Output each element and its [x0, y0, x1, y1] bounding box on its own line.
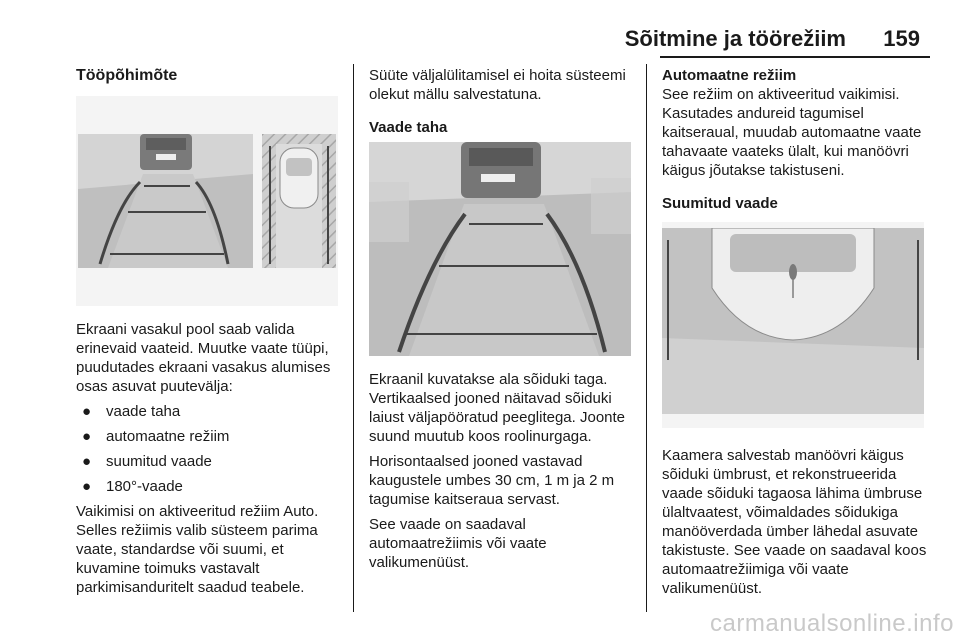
- page-header: [624, 22, 930, 58]
- rear-camera-image: [369, 142, 631, 356]
- bullet-dot-icon: ●: [82, 453, 92, 470]
- column-1-text: [76, 320, 346, 603]
- section-heading: Suumitud vaade: [662, 195, 778, 212]
- paragraph: Süüte väljalülitamisel ei hoita süsteemi olekut mällu salvestatuna.: [369, 67, 626, 103]
- header-rule: [660, 56, 930, 58]
- column-divider: [353, 64, 354, 612]
- header-title: Sõitmine ja töörežiim: [624, 26, 846, 51]
- bullet-dot-icon: ●: [82, 428, 92, 445]
- paragraph: See vaade on saadaval automaatrežiimis või vaate valikumenüüst.: [369, 516, 547, 571]
- bullet-dot-icon: ●: [82, 478, 92, 495]
- figure-rear-view: [369, 142, 631, 356]
- paragraph: Kaamera salvestab manöövri käigus sõiduki ümbrust, et rekonstrueerida vaade sõiduki tagaosa lähima ümbruse ülaltvaatest, võimaldades sõidukiga manööverdada ümber lähedal asuvate takistuste. See vaade on saadaval koos automaatrežiimiga või vaate valikumenüüst.: [662, 447, 927, 597]
- column-3-top: [662, 66, 932, 213]
- list-item: ● suumitud vaade: [82, 453, 212, 470]
- list-item: ● automaatne režiim: [82, 428, 230, 445]
- figure-zoomed-view: [662, 222, 924, 428]
- section-heading: Automaatne režiim: [662, 67, 797, 84]
- page-number: 159: [883, 26, 920, 51]
- rear-camera-image: [78, 134, 253, 268]
- section-heading: Tööpõhimõte: [76, 67, 178, 84]
- column-2-text: [369, 370, 639, 578]
- figure-rear-and-top-view: [76, 96, 338, 306]
- paragraph: See režiim on aktiveeritud vaikimisi. Kasutades andureid tagumisel kaitseraual, muudab automaatne vaate tahavaate vaateks ülalt, kui manöövri käigus jõutakse takistuseni.: [662, 86, 922, 179]
- column-1: [76, 66, 341, 85]
- section-heading: Vaade taha: [369, 119, 448, 136]
- bullet-dot-icon: ●: [82, 403, 92, 420]
- paragraph: Ekraani vasakul pool saab valida erinevaid vaateid. Muutke vaate tüüpi, puudutades ekraani vasakus alumises osas asuvat puutevälja:: [76, 321, 331, 395]
- column-2-top: [369, 66, 634, 137]
- paragraph: Horisontaalsed jooned vastavad kaugustele umbes 30 cm, 1 m ja 2 m tagumise kaitseraua servast.: [369, 453, 615, 508]
- column-3-text: [662, 446, 932, 604]
- list-item: ● vaade taha: [82, 403, 181, 420]
- top-view-image: [262, 134, 336, 268]
- column-divider: [646, 64, 647, 612]
- paragraph: Vaikimisi on aktiveeritud režiim Auto. Selles režiimis valib süsteem parima vaate, standardse või suumi, et kuvamine toimuks vastavalt parkimisanduritelt saadud teabele.: [76, 503, 319, 596]
- watermark: carmanualsonline.info: [710, 610, 954, 637]
- paragraph: Ekraanil kuvatakse ala sõiduki taga. Vertikaalsed jooned näitavad sõiduki laiust väljapööratud peeglitega. Joonte suund muutub koos roolinurgaga.: [369, 371, 626, 445]
- zoomed-view-image: [662, 228, 924, 414]
- list-item: ● 180°-vaade: [82, 478, 183, 495]
